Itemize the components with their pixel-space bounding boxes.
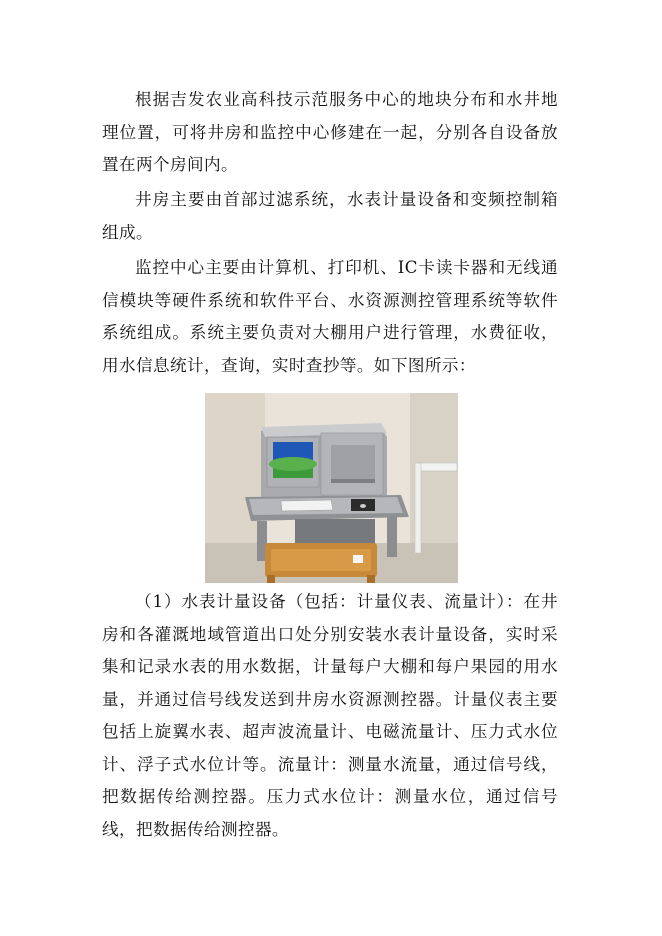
monitoring-center-photo — [205, 393, 458, 583]
paragraph-1: 根据吉发农业高科技示范服务中心的地块分布和水井地理位置，可将井房和监控中心修建在一起，分别各自设备放置在两个房间内。 — [102, 90, 558, 174]
paragraph-2: 井房主要由首部过滤系统，水表计量设备和变频控制箱组成。 — [102, 190, 558, 242]
paragraph-3: 监控中心主要由计算机、打印机、IC卡读卡器和无线通信模块等硬件系统和软件平台、水资源测控管理系统等软件系统组成。系统主要负责对大棚用户进行管理，水费征收，用水信息统计，查询，实时查抄等。如下图所示： — [102, 258, 558, 375]
paragraph-4: （1）水表计量设备（包括：计量仪表、流量计）：在井房和各灌溉地域管道出口处分别安装水表计量设备，实时采集和记录水表的用水数据，计量每户大棚和每户果园的用水量，并通过信号线发送到井房水资源测控器。计量仪表主要包括上旋翼水表、超声波流量计、电磁流量计、压力式水位计、浮子式水位计等。流量计：测量水流量，通过信号线，把数据传给测控器。压力式水位计：测量水位，通过信号线，把数据传给测控器。 — [102, 592, 558, 839]
